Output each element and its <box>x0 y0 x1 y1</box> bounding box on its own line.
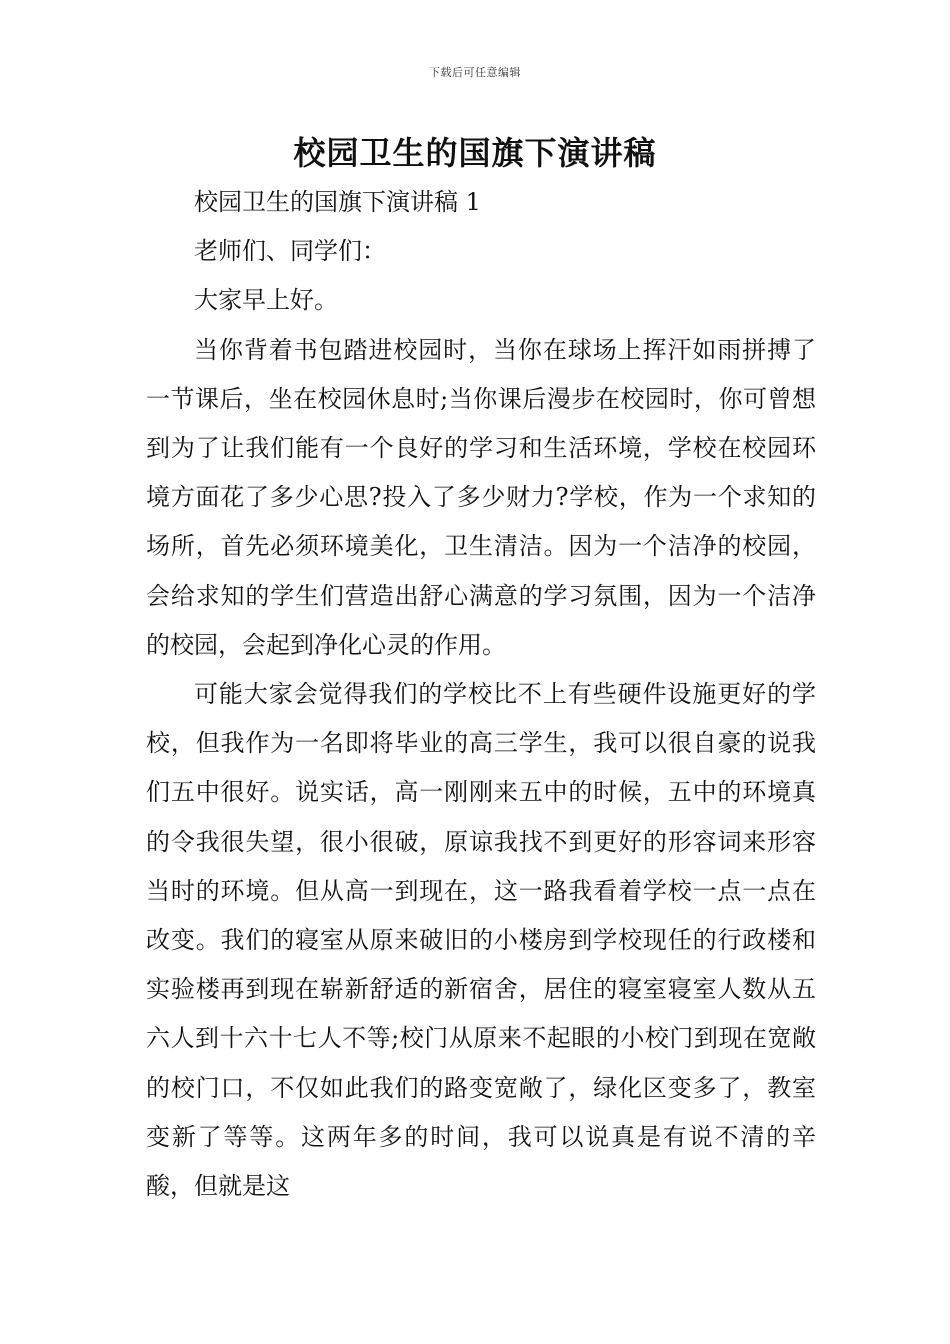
document-body <box>146 178 816 1211</box>
section-heading: 校园卫生的国旗下演讲稿 1 <box>194 188 481 216</box>
greeting: 大家早上好。 <box>194 286 338 315</box>
body-paragraph-2: 可能大家会觉得我们的学校比不上有些硬件设施更好的学校，但我作为一名即将毕业的高三学生，我可以很自豪的说我们五中很好。说实话，高一刚刚来五中的时候，五中的环境真的令我很失望，很小很破，原谅我找不到更好的形容词来形容当时的环境。但从高一到现在，这一路我看着学校一点一点在改变。我们的寝室从原来破旧的小楼房到学校现任的行政楼和实验楼再到现在崭新舒适的新宿舍，居住的寝室寝室人数从五六人到十六十七人不等;校门从原来不起眼的小校门到现在宽敞的校门口，不仅如此我们的路变宽敞了，绿化区变多了，教室变新了等等。这两年多的时间，我可以说真是有说不清的辛酸，但就是这 <box>146 680 816 1201</box>
header-note: 下载后可任意编辑 <box>429 66 521 79</box>
document-title: 校园卫生的国旗下演讲稿 <box>293 134 657 172</box>
body-paragraph-1: 当你背着书包踏进校园时，当你在球场上挥汗如雨拼搏了一节课后，坐在校园休息时;当你课后漫步在校园时，你可曾想到为了让我们能有一个良好的学习和生活环境，学校在校园环境方面花了多少心思?投入了多少财力?学校，作为一个求知的场所，首先必须环境美化，卫生清洁。因为一个洁净的校园，会给求知的学生们营造出舒心满意的学习氛围，因为一个洁净的校园，会起到净化心灵的作用。 <box>146 335 816 659</box>
salutation: 老师们、同学们： <box>194 237 386 266</box>
